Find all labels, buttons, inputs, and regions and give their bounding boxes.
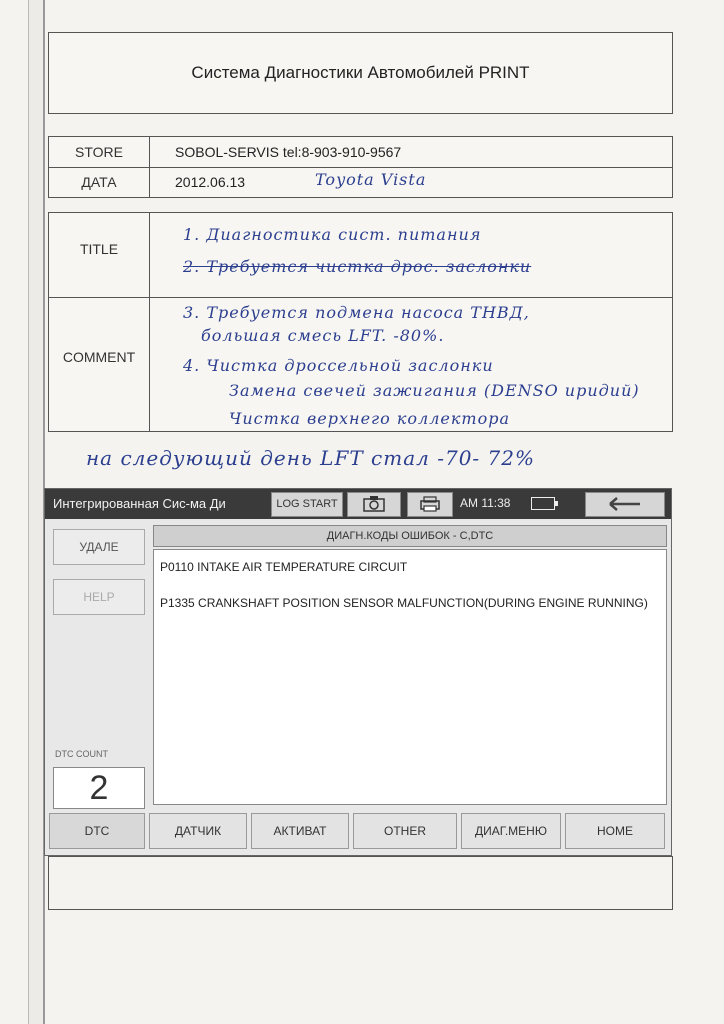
help-button[interactable]: HELP [53,579,145,615]
date-label: ДАТА [81,174,117,190]
sensor-button[interactable]: ДАТЧИК [149,813,247,849]
car-model-handwritten: Toyota Vista [315,170,427,189]
comment-line-5: Чистка верхнего коллектора [229,409,511,428]
title-line-2: 2. Требуется чистка дрос. заслонки [183,257,532,276]
delete-button[interactable]: УДАЛЕ [53,529,145,565]
actuator-button[interactable]: АКТИВАТ [251,813,349,849]
date-value: 2012.06.13 [175,174,246,190]
log-start-button[interactable]: LOG START [271,492,343,517]
title-comment-box [48,212,673,432]
dtc-count-value: 2 [53,767,145,809]
divider [49,167,672,168]
back-arrow-icon [586,493,664,516]
other-button[interactable]: OTHER [353,813,457,849]
scanner-screen [44,488,672,856]
report-header-box [48,32,673,114]
comment-label: COMMENT [62,349,136,365]
home-button[interactable]: HOME [565,813,665,849]
back-button[interactable] [585,492,665,517]
followup-note: на следующий день LFT стал -70- 72% [86,446,535,470]
comment-line-3: 4. Чистка дроссельной заслонки [183,356,494,375]
store-label: STORE [75,144,123,160]
print-button[interactable] [407,492,453,517]
camera-icon [363,496,385,512]
dtc-tab[interactable]: DTC [49,813,145,849]
camera-button[interactable] [347,492,401,517]
scanner-clock: AM 11:38 [460,496,511,510]
battery-icon [531,497,555,510]
dtc-count-label: DTC COUNT [55,749,108,759]
comment-line-1: 3. Требуется подмена насоса ТНВД, [183,303,530,322]
divider [49,297,672,298]
title-label: TITLE [79,241,119,257]
printer-icon [419,496,441,512]
comment-line-2: большая смесь LFT. -80%. [201,326,445,345]
store-value: SOBOL-SERVIS tel:8-903-910-9567 [175,144,402,160]
report-title: Система Диагностики Автомобилей PRINT [191,63,530,82]
store-date-box [48,136,673,198]
comment-line-4: Замена свечей зажигания (DENSO иридий) [229,381,640,400]
scanner-top-bar [45,489,671,519]
title-line-1: 1. Диагностика сист. питания [183,225,482,244]
divider [149,213,150,431]
dtc-list-header: ДИАГН.КОДЫ ОШИБОК - C,DTC [153,525,667,547]
footer-box [48,856,673,910]
dtc-list-item[interactable]: P1335 CRANKSHAFT POSITION SENSOR MALFUNCTION(DURING ENGINE RUNNING) [160,596,648,610]
dtc-list-item[interactable]: P0110 INTAKE AIR TEMPERATURE CIRCUIT [160,560,408,574]
page-binding-edge [28,0,45,1024]
diag-menu-button[interactable]: ДИАГ.МЕНЮ [461,813,561,849]
dtc-list [153,549,667,805]
scanner-window-title: Интегрированная Сис-ма Ди [53,496,226,511]
